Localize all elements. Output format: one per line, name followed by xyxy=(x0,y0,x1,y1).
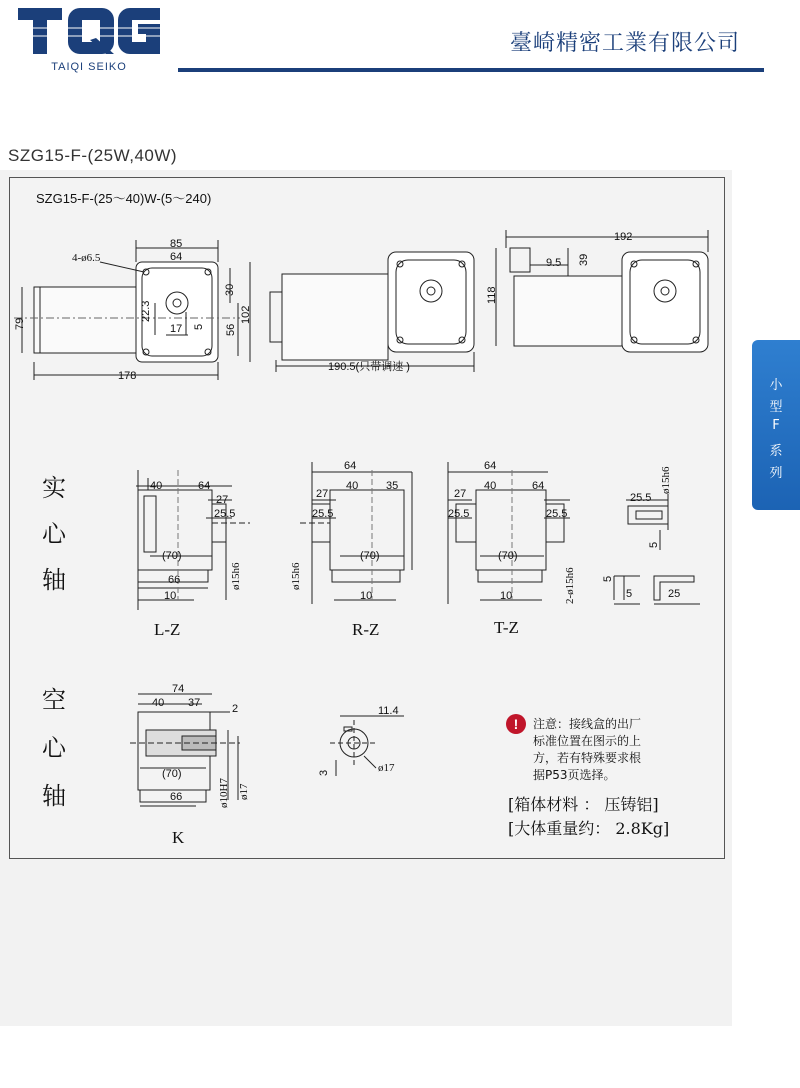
side-tab-char: 型 xyxy=(769,400,783,415)
note-line: 据P53页选择。 xyxy=(533,768,616,782)
dim-label: 35 xyxy=(386,480,399,492)
dim-side-length: 190.5(只带调速 ) xyxy=(328,361,410,373)
dim-label: ø10H7 xyxy=(218,778,230,808)
dim-hole-spec: 4-ø6.5 xyxy=(72,252,101,264)
dim-label: ø17 xyxy=(378,762,395,774)
dim-label: ø15h6 xyxy=(660,466,672,494)
page-title: SZG15-F-(25W,40W) xyxy=(8,146,178,165)
section-label-char: 心 xyxy=(42,520,66,548)
side-view-drawing xyxy=(270,252,474,372)
dim-label: 40 xyxy=(484,480,497,492)
note-line: 标准位置在图示的上 xyxy=(533,734,642,748)
dim-label: 5 xyxy=(193,323,205,330)
dim-label: 40 xyxy=(152,697,165,709)
dim-label: (70) xyxy=(162,550,182,562)
dim-label: 22.3 xyxy=(140,300,152,322)
dim-label: 64 xyxy=(532,480,545,492)
dim-label: 39 xyxy=(578,253,590,266)
front-view-drawing xyxy=(14,240,250,380)
dim-label: 5 xyxy=(648,541,660,548)
logo-subtitle: TAIQI SEIKO xyxy=(51,61,127,73)
dim-label: (70) xyxy=(162,768,182,780)
warning-icon: ! xyxy=(506,714,526,734)
dim-label: 11.4 xyxy=(378,705,399,717)
dim-label: 64 xyxy=(198,480,211,492)
material-spec: [箱体材料 ： 压铸铝] xyxy=(508,795,659,814)
dim-label: 66 xyxy=(168,574,181,586)
dim-label: 27 xyxy=(454,488,467,500)
dim-label: 2 xyxy=(232,703,239,715)
dim-label: 25.5 xyxy=(448,508,470,520)
model-spec: SZG15-F-(25～40)W-(5～240) xyxy=(36,191,212,206)
dim-label: 40 xyxy=(346,480,359,492)
dim-label: 178 xyxy=(118,370,137,382)
dim-label: 118 xyxy=(486,286,498,304)
dim-label: 192 xyxy=(614,231,633,243)
note-line: 方，若有特殊要求根 xyxy=(533,751,642,765)
section-label-char: 轴 xyxy=(42,782,66,810)
view-name-lz: L-Z xyxy=(154,620,181,639)
dim-label: 37 xyxy=(188,697,201,709)
section-label-char: 实 xyxy=(42,474,66,502)
dim-label: 25.5 xyxy=(630,492,652,504)
dim-label: 56 xyxy=(225,323,237,336)
dim-label: 27 xyxy=(216,494,229,506)
note-line: 注意：接线盒的出厂 xyxy=(533,717,642,731)
tz-view-drawing xyxy=(448,462,570,604)
dim-label: (70) xyxy=(498,550,518,562)
view-name-tz: T-Z xyxy=(494,618,519,637)
side-tab-char: 小 xyxy=(769,378,783,393)
dim-label: 66 xyxy=(170,791,183,803)
dim-label: 25.5 xyxy=(312,508,334,520)
company-name: 臺崎精密工業有限公司 xyxy=(509,31,740,56)
dim-label: 40 xyxy=(150,480,163,492)
dim-label: 9.5 xyxy=(546,257,562,269)
dim-label: 64 xyxy=(170,251,183,263)
dim-label: 27 xyxy=(316,488,329,500)
dim-label: 10 xyxy=(500,590,513,602)
dim-label: 10 xyxy=(164,590,177,602)
side-tab-char: 列 xyxy=(769,466,783,481)
dim-label: 102 xyxy=(240,305,252,324)
dim-label: ø15h6 xyxy=(290,562,302,590)
dim-label: 25.5 xyxy=(546,508,568,520)
dim-label: 3 xyxy=(318,769,330,776)
dim-label: (70) xyxy=(360,550,380,562)
dim-label: 10 xyxy=(360,590,373,602)
dim-label: 85 xyxy=(170,238,183,250)
view-name-rz: R-Z xyxy=(352,620,380,639)
side-tab-char: F xyxy=(772,418,780,433)
weight-spec: [大体重量约： 2.8Kg] xyxy=(508,819,670,838)
dim-label: 64 xyxy=(484,460,497,472)
side-tab-char: 系 xyxy=(769,444,783,459)
dim-label: 5 xyxy=(626,588,633,600)
dim-label: 79 xyxy=(14,317,26,330)
terminal-box-view-drawing xyxy=(496,230,708,352)
section-label-char: 空 xyxy=(42,686,66,714)
dim-label: ø15h6 xyxy=(230,562,242,590)
dim-label: 17 xyxy=(170,323,183,335)
dim-label: 5 xyxy=(602,575,614,582)
dim-label: 25 xyxy=(668,588,681,600)
dim-label: 25.5 xyxy=(214,508,236,520)
section-label-char: 轴 xyxy=(42,566,66,594)
dim-label: 2-ø15h6 xyxy=(564,567,576,604)
view-name-k: K xyxy=(172,828,185,847)
dim-label: 74 xyxy=(172,683,185,695)
dim-label: ø17 xyxy=(238,783,250,800)
dim-label: 30 xyxy=(224,283,236,296)
dim-label: 64 xyxy=(344,460,357,472)
section-label-char: 心 xyxy=(42,734,66,762)
